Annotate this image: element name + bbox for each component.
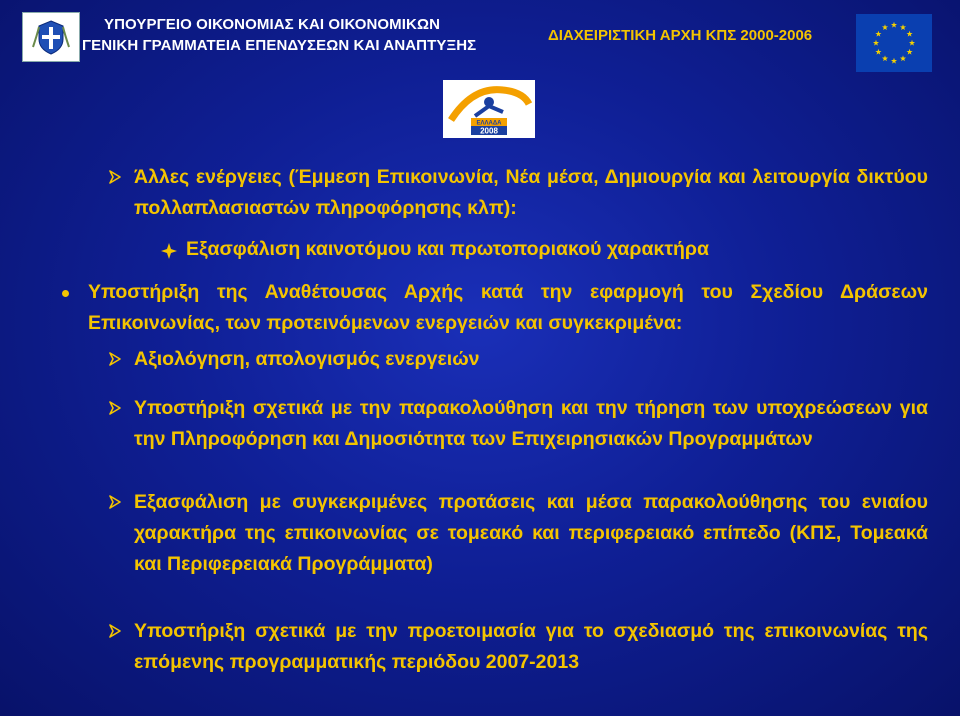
managing-authority-title: ΔΙΑΧΕΙΡΙΣΤΙΚΗ ΑΡΧΗ ΚΠΣ 2000-2006 — [548, 27, 813, 44]
dot-bullet-icon — [62, 290, 69, 297]
bullet-support-authority — [88, 277, 928, 339]
arrow-bullet-icon — [108, 401, 122, 415]
bullet-text: Υποστήριξη σχετικά με την προετοιμασία για το σχεδιασμό της επικοινωνίας της επόμενης προγραμματικής περιόδου 2007-2013 — [134, 620, 928, 673]
bullet-text: Εξασφάλιση με συγκεκριμένες προτάσεις και μέσα παρακολούθησης του ενιαίου χαρακτήρα της επικοινωνίας σε τομεακό και περιφερειακό επίπεδο (ΚΠΣ, Τομεακά και Περιφερειακά Προγράμματα) — [134, 491, 928, 575]
bullet-monitoring-support — [134, 393, 928, 455]
bullet-text: Υποστήριξη της Αναθέτουσας Αρχής κατά την εφαρμογή του Σχεδίου Δράσεων Επικοινωνίας, των προτεινόμενων ενεργειών και συγκεκριμένα: — [88, 281, 928, 334]
arrow-bullet-icon — [108, 495, 122, 509]
bullet-text: Υποστήριξη σχετικά με την παρακολούθηση και την τήρηση των υποχρεώσεων για την Πληροφόρηση και Δημοσιότητα των Επιχειρησιακών Προγραμμάτων — [134, 397, 928, 450]
bullet-text: Άλλες ενέργειες (Έμμεση Επικοινωνία, Νέα μέσα, Δημιουργία και λειτουργία δικτύου πολλαπλασιαστών πληροφόρησης κλπ): — [134, 166, 928, 219]
sub-bullet-innovation — [186, 234, 886, 265]
bullet-text: Αξιολόγηση, απολογισμός ενεργειών — [134, 348, 480, 370]
bullet-evaluation — [134, 344, 928, 375]
logo-country-text: ΕΛΛΑΔΑ — [476, 120, 502, 127]
general-secretariat-title: ΓΕΝΙΚΗ ΓΡΑΜΜΑΤΕΙΑ ΕΠΕΝΔΥΣΕΩΝ ΚΑΙ ΑΝΑΠΤΥΞΗΣ — [82, 37, 477, 54]
bullet-text: Εξασφάλιση καινοτόμου και πρωτοποριακού χαρακτήρα — [186, 238, 709, 260]
logo-year-text: 2008 — [480, 126, 498, 136]
diamond-bullet-icon — [160, 242, 178, 260]
arrow-bullet-icon — [108, 352, 122, 366]
arrow-bullet-icon — [108, 170, 122, 184]
arrow-bullet-icon — [108, 624, 122, 638]
ministry-title: ΥΠΟΥΡΓΕΙΟ ΟΙΚΟΝΟΜΙΑΣ ΚΑΙ ΟΙΚΟΝΟΜΙΚΩΝ — [104, 16, 441, 33]
bullet-uniform-character — [134, 487, 928, 580]
bullet-next-period — [134, 616, 928, 678]
bullet-other-actions — [134, 162, 928, 224]
